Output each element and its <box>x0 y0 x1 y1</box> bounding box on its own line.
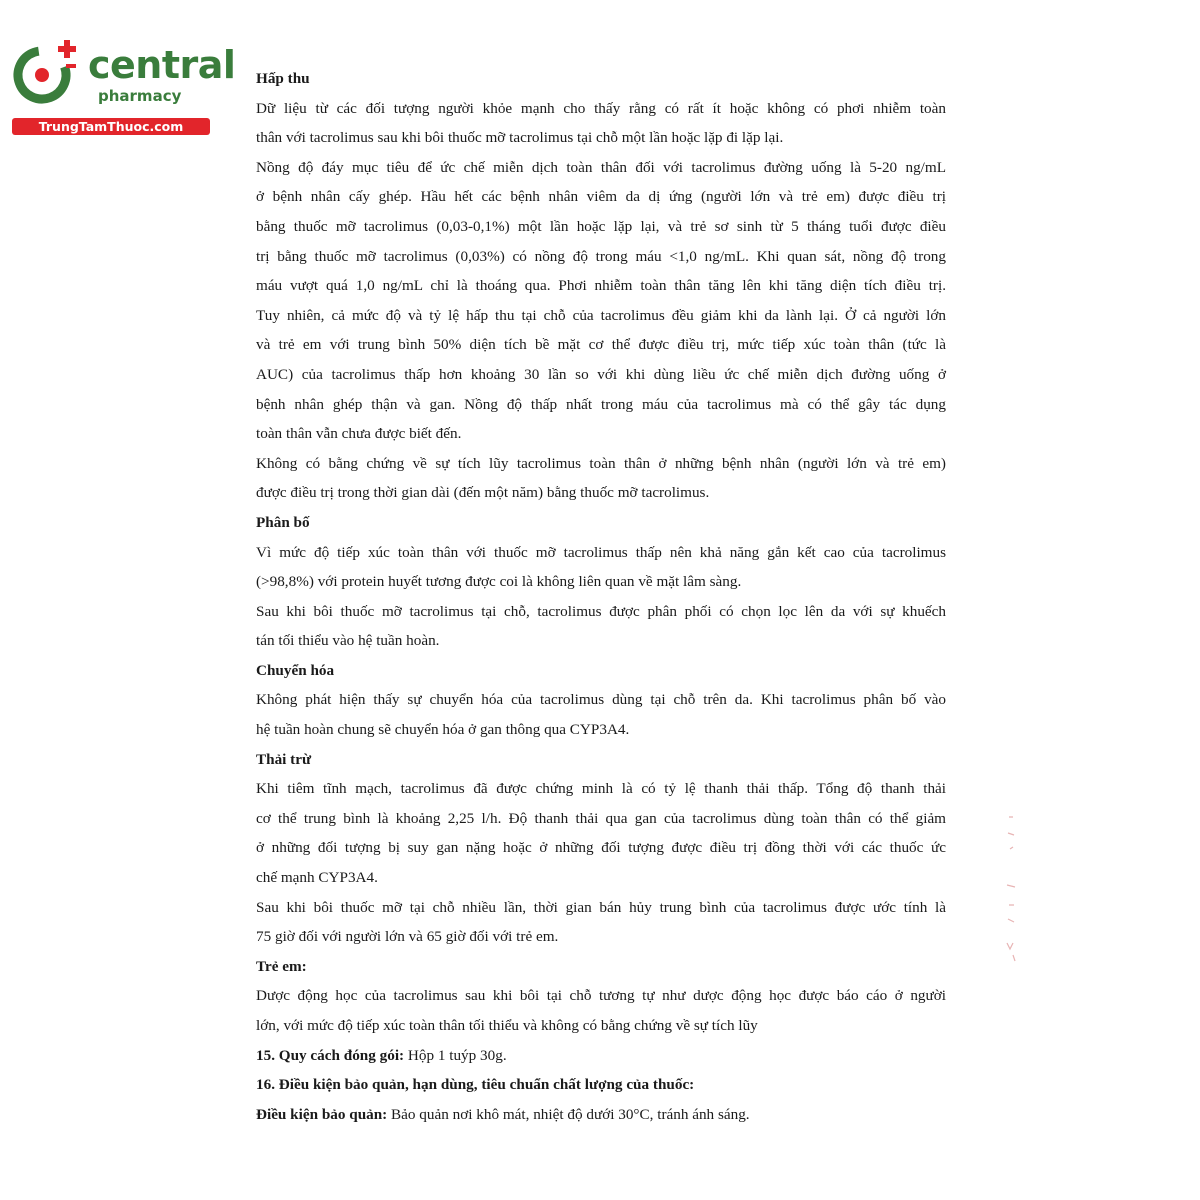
heading-chuyen-hoa: Chuyển hóa <box>256 661 335 679</box>
heading-storage: 16. Điều kiện bảo quản, hạn dùng, tiêu chuẩn chất lượng của thuốc: <box>256 1076 695 1094</box>
pharmacy-cross-logo-icon <box>10 38 80 108</box>
heading-phan-bo: Phân bố <box>256 513 310 531</box>
faint-margin-stamp-marks <box>1005 815 1019 965</box>
text-line: (>98,8%) với protein huyết tương được coi là không liên quan về mặt lâm sàng. <box>256 573 742 591</box>
text-line: chế mạnh CYP3A4. <box>256 869 378 887</box>
text-line: bằng thuốc mỡ tacrolimus (0,03-0,1%) một lần hoặc lặp lại, và trẻ sơ sinh từ 5 tháng tuổi được điều <box>256 217 946 235</box>
logo-brand-text: central <box>88 43 236 87</box>
text-line: lớn, với mức độ tiếp xúc toàn thân tối thiểu và không có bằng chứng về sự tích lũy <box>256 1017 758 1034</box>
storage-label: Điều kiện bảo quản: <box>256 1105 388 1123</box>
text-line: AUC) của tacrolimus thấp hơn khoảng 30 lần so với khi dùng liều ức chế miễn dịch đường uống ở <box>256 365 946 383</box>
text-line: tán tối thiểu vào hệ tuần hoàn. <box>256 632 440 650</box>
heading-thai-tru: Thải trừ <box>256 750 312 768</box>
text-line: Nồng độ đáy mục tiêu để ức chế miễn dịch toàn thân đối với tacrolimus đường uống là 5-20 ng/mL <box>256 158 946 176</box>
text-line: Vì mức độ tiếp xúc toàn thân với thuốc mỡ tacrolimus thấp nên khả năng gắn kết cao của tacrolimus <box>256 543 946 561</box>
logo-subtitle: pharmacy <box>98 87 182 105</box>
text-line: ở những đối tượng bị suy gan nặng hoặc ở những đối tượng được điều trị đồng thời với các thuốc ức <box>256 839 946 857</box>
text-line: ở bệnh nhân cấy ghép. Hầu hết các bệnh nhân viêm da dị ứng (người lớn và trẻ em) được điều trị <box>256 188 946 206</box>
text-line: Khi tiêm tĩnh mạch, tacrolimus đã được chứng minh là có tỷ lệ thanh thải thấp. Tổng độ thanh thải <box>256 780 946 798</box>
heading-tre-em: Trẻ em: <box>256 957 307 975</box>
text-line: Sau khi bôi thuốc mỡ tacrolimus tại chỗ, tacrolimus được phân phối có chọn lọc lên da với sự khuếch <box>256 602 946 620</box>
text-line: 75 giờ đối với người lớn và 65 giờ đối với trẻ em. <box>256 928 559 946</box>
central-pharmacy-logo <box>10 38 236 138</box>
packaging-line <box>256 1041 946 1071</box>
text-line: hệ tuần hoàn chung sẽ chuyển hóa ở gan thông qua CYP3A4. <box>256 721 630 739</box>
packaging-label: 15. Quy cách đóng gói: <box>256 1046 405 1064</box>
text-line: trị bằng thuốc mỡ tacrolimus (0,03%) có nồng độ trong máu <1,0 ng/mL. Khi quan sát, nồng độ trong <box>256 247 946 265</box>
text-line: cơ thể trung bình là khoảng 2,25 l/h. Độ thanh thải qua gan của tacrolimus dùng toàn thân có thể giảm <box>256 809 946 827</box>
text-line: Dược động học của tacrolimus sau khi bôi tại chỗ tương tự như dược động học được báo cáo ở người <box>256 987 946 1005</box>
text-line: Sau khi bôi thuốc mỡ tại chỗ nhiều lần, thời gian bán hủy trung bình của tacrolimus được ước tính là <box>256 898 946 916</box>
packaging-value: Hộp 1 tuýp 30g. <box>404 1046 507 1064</box>
text-line: được điều trị trong thời gian dài (đến một năm) bằng thuốc mỡ tacrolimus. <box>256 484 710 502</box>
text-line: Không có bằng chứng về sự tích lũy tacrolimus toàn thân ở những bệnh nhân (người lớn và trẻ em) <box>256 454 946 472</box>
heading-hap-thu: Hấp thu <box>256 70 310 87</box>
text-line: bệnh nhân ghép thận và gan. Nồng độ thấp nhất trong máu của tacrolimus mà có thể gây tác dụng <box>256 395 946 413</box>
text-line: Dữ liệu từ các đối tượng người khỏe mạnh cho thấy rằng có rất ít hoặc không có phơi nhiễm toàn <box>256 99 946 117</box>
text-line: và trẻ em với trung bình 50% diện tích bề mặt cơ thể được điều trị, mức tiếp xúc toàn thân (tức là <box>256 336 946 354</box>
storage-value: Bảo quản nơi khô mát, nhiệt độ dưới 30°C, tránh ánh sáng. <box>387 1105 750 1123</box>
text-line: Tuy nhiên, cả mức độ và tỷ lệ hấp thu tại chỗ của tacrolimus đều giảm khi da lành lại. Ở cả người lớn <box>256 306 946 324</box>
logo-website-bar: TrungTamThuoc.com <box>12 118 210 135</box>
text-line: máu vượt quá 1,0 ng/mL chỉ là thoáng qua. Phơi nhiễm toàn thân tăng lên khi tăng diện tích điều trị. <box>256 277 946 295</box>
text-line: Không phát hiện thấy sự chuyển hóa của tacrolimus dùng tại chỗ trên da. Khi tacrolimus phân bố vào <box>256 691 946 709</box>
storage-line <box>256 1100 946 1130</box>
text-line: toàn thân vẫn chưa được biết đến. <box>256 425 462 443</box>
document-body <box>256 64 946 1129</box>
text-line: thân với tacrolimus sau khi bôi thuốc mỡ tacrolimus tại chỗ một lần hoặc lặp đi lặp lại. <box>256 129 784 147</box>
